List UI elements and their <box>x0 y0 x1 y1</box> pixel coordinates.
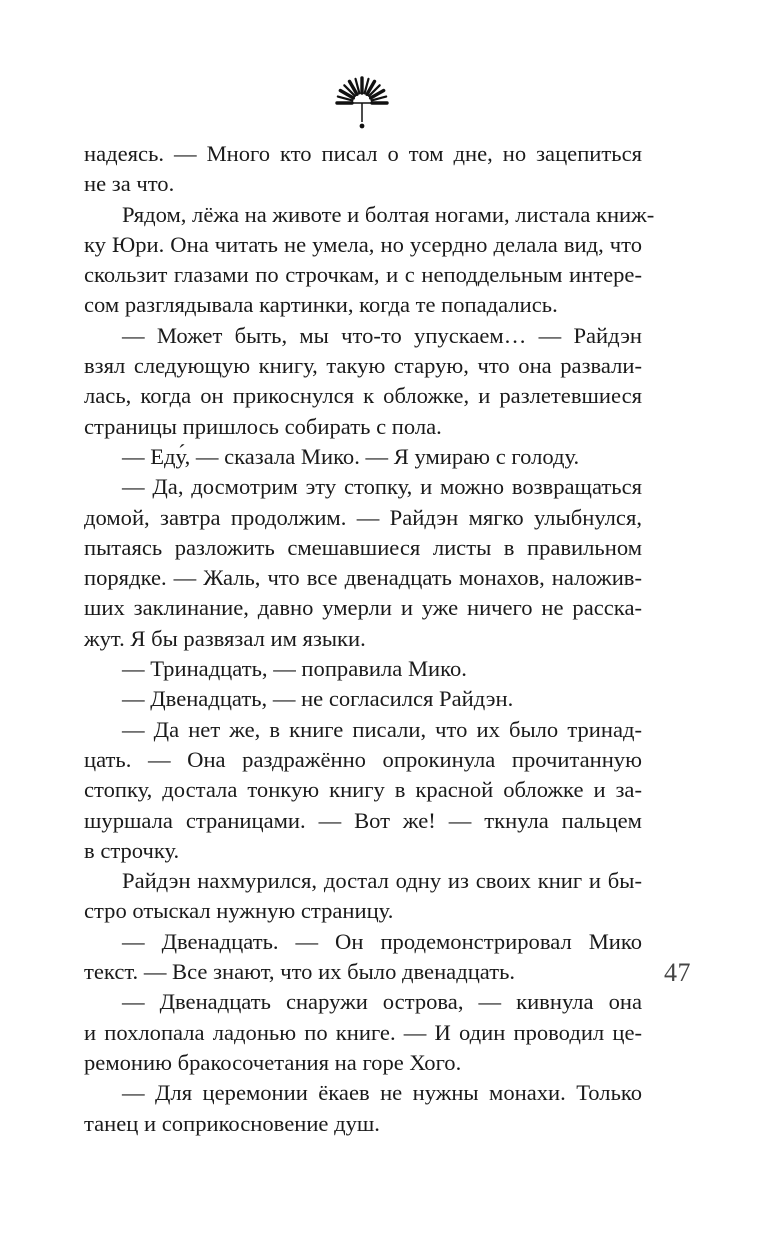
text-line: — Двенадцать. — Он продемонстрировал Мико <box>122 928 642 954</box>
text-line: пытаясь разложить смешавшиеся листы в правильном <box>84 534 642 560</box>
fan-ornament-svg <box>329 68 395 134</box>
text-line: жут. Я бы развязал им языки. <box>84 625 366 651</box>
text-line: взял следующую книгу, такую старую, что она развали- <box>84 353 642 379</box>
text-line: домой, завтра продолжим. — Райдэн мягко улыбнулся, <box>84 504 642 530</box>
text-line: ремонию бракосочетания на горе Хого. <box>84 1049 462 1075</box>
page-number: 47 <box>664 958 691 987</box>
text-line: — Да нет же, в книге писали, что их было тринад- <box>122 716 642 742</box>
text-line: скользит глазами по строчкам, и с неподдельным интере- <box>84 262 642 288</box>
text-line: ку Юри. Она читать не умела, но усердно делала вид, что <box>84 231 642 257</box>
text-line: стро отыскал нужную страницу. <box>84 898 394 924</box>
body-text <box>84 139 655 1139</box>
text-line: — Тринадцать, — поправила Мико. <box>122 656 467 682</box>
text-line: лась, когда он прикоснулся к обложке, и разлетевшиеся <box>84 383 642 409</box>
text-line: танец и соприкосновение душ. <box>84 1110 380 1136</box>
text-line: шуршала страницами. — Вот же! — ткнула пальцем <box>84 807 642 833</box>
text-line: — Может быть, мы что-то упускаем… — Райдэн <box>122 322 642 348</box>
text-line: стопку, достала тонкую книгу в красной обложке и за- <box>84 777 642 803</box>
text-line: — Еду́, — сказала Мико. — Я умираю с голоду. <box>122 443 580 469</box>
text-line: — Двенадцать снаружи острова, — кивнула она <box>122 989 642 1015</box>
text-line: и похлопала ладонью по книге. — И один проводил це- <box>84 1019 642 1045</box>
text-line: — Для церемонии ёкаев не нужны монахи. Только <box>122 1080 642 1106</box>
text-line: Рядом, лёжа на животе и болтая ногами, листала книж- <box>122 201 655 227</box>
text-line: текст. — Все знают, что их было двенадцать. <box>84 959 516 985</box>
text-line: в строчку. <box>84 837 180 863</box>
text-line: порядке. — Жаль, что все двенадцать монахов, наложив- <box>84 565 642 591</box>
text-line: ших заклинание, давно умерли и уже ничего не расска- <box>84 595 642 621</box>
text-line: страницы пришлось собирать с пола. <box>84 413 442 439</box>
text-line: надеясь. — Много кто писал о том дне, но зацепиться <box>84 141 642 166</box>
text-line: не за что. <box>84 171 175 197</box>
fan-ornament-icon <box>329 68 395 134</box>
text-line: цать. — Она раздражённо опрокинула прочитанную <box>84 746 642 772</box>
text-line: Райдэн нахмурился, достал одну из своих книг и бы- <box>122 868 642 894</box>
text-line: сом разглядывала картинки, когда те попадались. <box>84 292 558 318</box>
text-line: — Двенадцать, — не согласился Райдэн. <box>122 686 514 712</box>
text-line: — Да, досмотрим эту стопку, и можно возвращаться <box>122 474 642 500</box>
